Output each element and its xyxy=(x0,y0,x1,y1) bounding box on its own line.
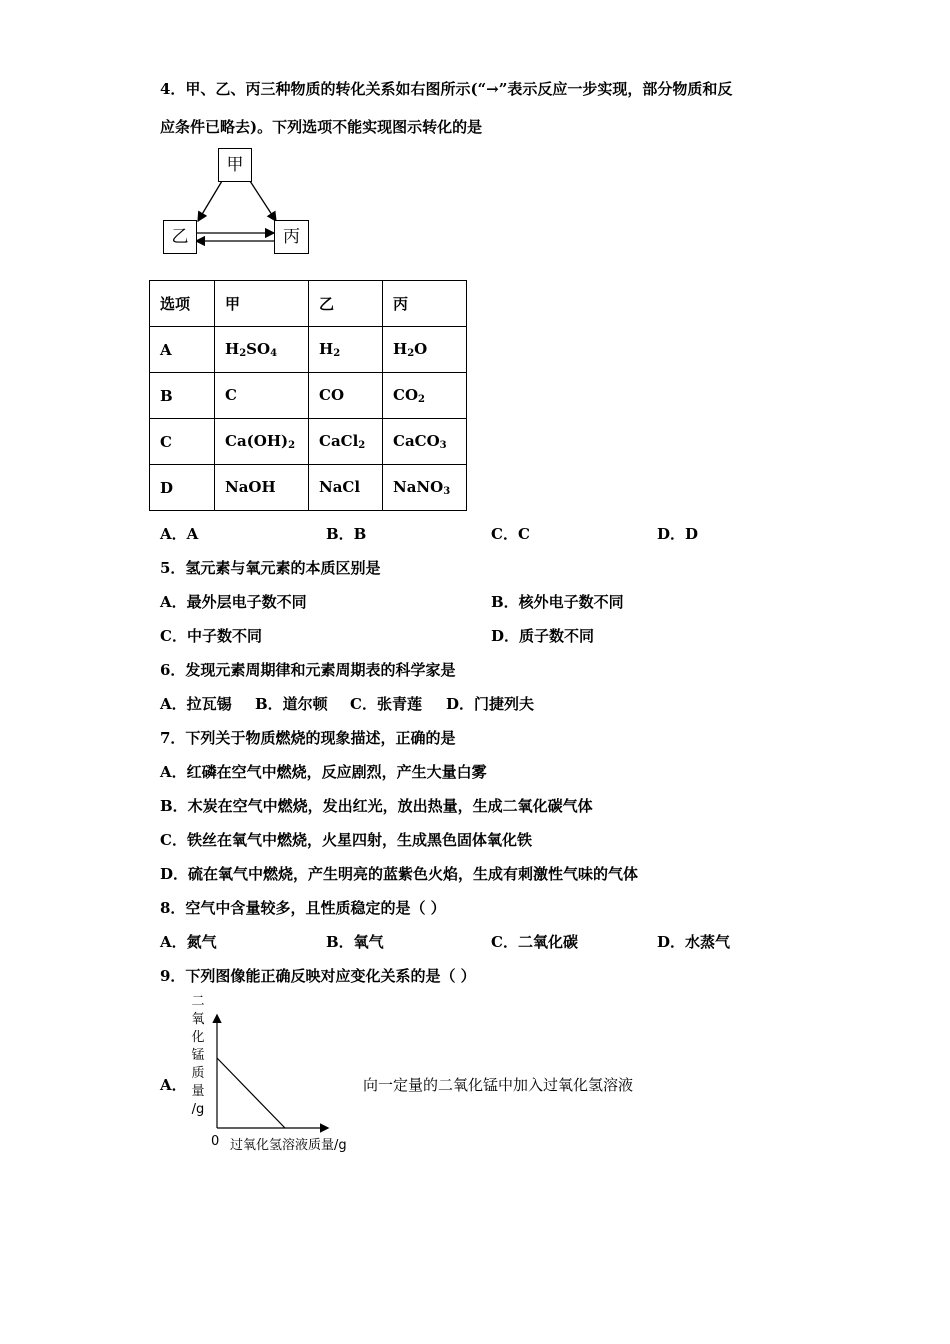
table-header-cell: 甲 xyxy=(215,281,309,327)
table-cell-bing: NaNO$_3$ xyxy=(383,465,467,511)
table-cell-jia: $H_2SO_4$ xyxy=(215,327,309,373)
q9-stem: 9．下列图像能正确反映对应变化关系的是（ ） xyxy=(160,967,476,985)
q7-stem: 7．下列关于物质燃烧的现象描述，正确的是 xyxy=(160,729,456,747)
table-row xyxy=(150,465,467,511)
q5-option-c[interactable]: C．中子数不同 xyxy=(160,627,262,645)
q4-stem-line1: 4．甲、乙、丙三种物质的转化关系如右图所示(“→”表示反应一步实现，部分物质和反 xyxy=(160,80,733,98)
diagram-node-jia: 甲 xyxy=(218,148,252,182)
table-header-row xyxy=(150,281,467,327)
table-cell-jia: $Ca(OH)_2$ xyxy=(215,419,309,465)
y-label-char: 二 xyxy=(191,994,205,1009)
q6-option-d[interactable]: D．门捷列夫 xyxy=(446,695,535,713)
q5-option-d[interactable]: D．质子数不同 xyxy=(491,627,595,645)
table-cell-jia: C xyxy=(215,373,309,419)
diagram-node-yi: 乙 xyxy=(163,220,197,254)
q8-option-b[interactable]: B．氧气 xyxy=(326,933,384,951)
table-cell-option: D xyxy=(150,465,215,511)
q7-option-a[interactable]: A．红磷在空气中燃烧，反应剧烈，产生大量白雾 xyxy=(160,763,487,781)
q9-option-a-label[interactable]: A． xyxy=(160,1076,187,1094)
y-label-char: /g xyxy=(191,1102,205,1117)
q9-option-a-description: 向一定量的二氧化锰中加入过氧化氢溶液 xyxy=(363,1076,634,1094)
diagram-node-bing: 丙 xyxy=(274,220,309,254)
table-cell-bing: $H_2O$ xyxy=(383,327,467,373)
table-header-cell: 选项 xyxy=(150,281,215,327)
table-row xyxy=(150,327,467,373)
q8-stem: 8．空气中含量较多，且性质稳定的是（ ） xyxy=(160,899,446,917)
table-cell-jia: NaOH xyxy=(215,465,309,511)
y-label-char: 质 xyxy=(191,1066,205,1081)
table-cell-yi: CaCl$_2$ xyxy=(309,419,383,465)
graph-series-line xyxy=(217,1058,285,1128)
q8-option-d[interactable]: D．水蒸气 xyxy=(657,933,731,951)
q5-option-a[interactable]: A．最外层电子数不同 xyxy=(160,593,307,611)
q7-option-c[interactable]: C．铁丝在氧气中燃烧，火星四射，生成黑色固体氧化铁 xyxy=(160,831,532,849)
graph-origin-label: 0 xyxy=(211,1134,220,1149)
table-row xyxy=(150,419,467,465)
table-cell-yi: NaCl xyxy=(309,465,383,511)
y-label-char: 锰 xyxy=(191,1048,205,1063)
q4-option-d[interactable]: D．D xyxy=(657,525,699,543)
q7-option-b[interactable]: B．木炭在空气中燃烧，发出红光，放出热量，生成二氧化碳气体 xyxy=(160,797,593,815)
q4-option-c[interactable]: C．C xyxy=(491,525,530,543)
graph-plot xyxy=(205,1010,335,1135)
options-table xyxy=(149,280,467,511)
q8-option-c[interactable]: C．二氧化碳 xyxy=(491,933,578,951)
q6-option-c[interactable]: C．张青莲 xyxy=(350,695,422,713)
arrow-jia-to-yi xyxy=(198,181,222,221)
table-cell-option: B xyxy=(150,373,215,419)
table-header-cell: 丙 xyxy=(383,281,467,327)
q4-stem-line2: 应条件已略去)。下列选项不能实现图示转化的是 xyxy=(160,118,483,136)
y-label-char: 氧 xyxy=(191,1012,205,1027)
y-label-char: 化 xyxy=(191,1030,205,1045)
table-cell-bing: CaCO$_3$ xyxy=(383,419,467,465)
q7-option-d[interactable]: D．硫在氧气中燃烧，产生明亮的蓝紫色火焰，生成有刺激性气味的气体 xyxy=(160,865,639,883)
table-cell-yi: CO xyxy=(309,373,383,419)
q5-option-b[interactable]: B．核外电子数不同 xyxy=(491,593,624,611)
q4-option-b[interactable]: B．B xyxy=(326,525,367,543)
y-label-char: 量 xyxy=(191,1084,205,1099)
graph-x-label: 过氧化氢溶液质量/g xyxy=(230,1138,347,1153)
table-cell-option: C xyxy=(150,419,215,465)
table-header-cell: 乙 xyxy=(309,281,383,327)
q8-option-a[interactable]: A．氮气 xyxy=(160,933,217,951)
q6-option-a[interactable]: A．拉瓦锡 xyxy=(160,695,232,713)
q4-option-a[interactable]: A．A xyxy=(160,525,199,543)
arrow-jia-to-bing xyxy=(250,181,276,221)
q5-stem: 5．氢元素与氧元素的本质区别是 xyxy=(160,559,381,577)
table-cell-bing: $CO_2$ xyxy=(383,373,467,419)
table-cell-option: A xyxy=(150,327,215,373)
table-cell-yi: $H_2$ xyxy=(309,327,383,373)
q6-stem: 6．发现元素周期律和元素周期表的科学家是 xyxy=(160,661,456,679)
table-row xyxy=(150,373,467,419)
q6-option-b[interactable]: B．道尔顿 xyxy=(255,695,328,713)
